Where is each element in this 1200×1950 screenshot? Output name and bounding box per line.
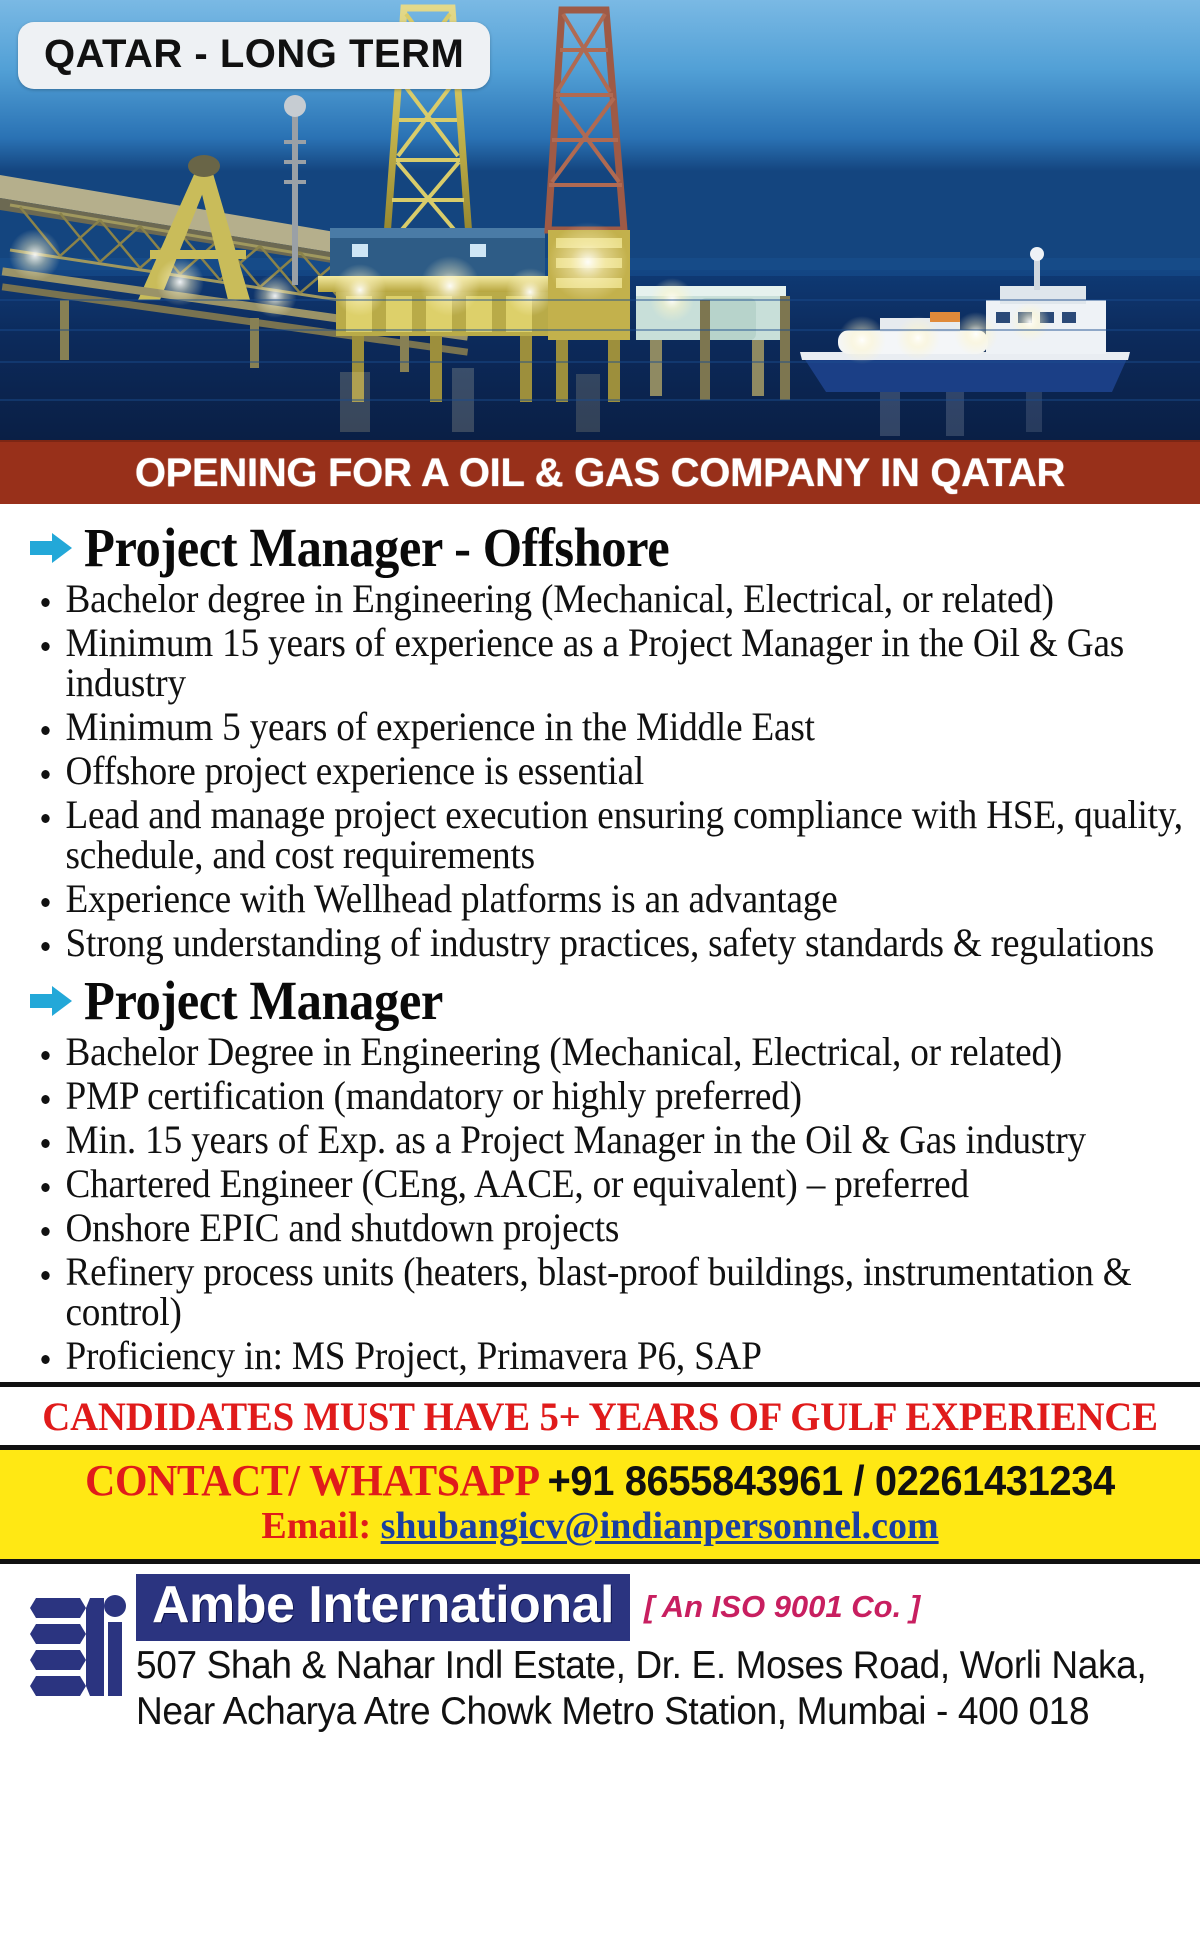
requirements-list-2: [32, 1029, 1186, 1378]
email-address-link[interactable]: shubangicv@indianpersonnel.com: [380, 1505, 939, 1548]
job-title-1: Project Manager - Offshore: [84, 517, 670, 578]
contact-email-row: [0, 1505, 1200, 1549]
requirement-item: Experience with Wellhead platforms is an advantage: [32, 879, 1200, 919]
gulf-experience-notice: [0, 1387, 1200, 1445]
hero-photo: [0, 0, 1200, 440]
contact-block: [0, 1445, 1200, 1564]
company-name-box: [136, 1574, 630, 1641]
job-listings: [0, 504, 1200, 1376]
contact-phone-row: [30, 1456, 1170, 1505]
job-title-row-2: [28, 970, 1186, 1031]
requirement-item: Onshore EPIC and shutdown projects: [32, 1208, 1200, 1248]
email-label: Email:: [261, 1505, 372, 1548]
blue-right-arrow-icon: [28, 531, 74, 565]
requirement-item: Chartered Engineer (CEng, AACE, or equivalent) – preferred: [32, 1164, 1200, 1204]
requirement-item: Strong understanding of industry practices, safety standards & regulations: [32, 923, 1200, 963]
requirement-item: Minimum 5 years of experience in the Middle East: [32, 707, 1200, 747]
iso-certification-badge: [ An ISO 9001 Co. ]: [643, 1589, 921, 1625]
company-address-line-2: Near Acharya Atre Chowk Metro Station, Mumbai - 400 018: [136, 1689, 1090, 1733]
requirement-item: Lead and manage project execution ensuring compliance with HSE, quality, schedule, and cost requirements: [32, 795, 1200, 875]
blue-right-arrow-icon: [28, 984, 74, 1018]
gulf-experience-text: CANDIDATES MUST HAVE 5+ YEARS OF GULF EXPERIENCE: [42, 1393, 1158, 1439]
requirement-item: PMP certification (mandatory or highly preferred): [32, 1076, 1200, 1116]
contact-phone-numbers[interactable]: +91 8655843961 / 02261431234: [547, 1457, 1115, 1504]
requirement-item: Minimum 15 years of experience as a Project Manager in the Oil & Gas industry: [32, 623, 1200, 703]
job-title-2: Project Manager: [84, 970, 443, 1031]
requirement-item: Refinery process units (heaters, blast-proof buildings, instrumentation & control): [32, 1252, 1200, 1332]
headline-text: OPENING FOR A OIL & GAS COMPANY IN QATAR: [134, 450, 1066, 495]
job-title-row-1: [28, 517, 1186, 578]
company-name: Ambe International: [152, 1575, 614, 1634]
headline-banner: [0, 440, 1200, 504]
region-tag-badge: QATAR - LONG TERM: [18, 22, 490, 89]
requirements-list-1: [32, 576, 1186, 965]
requirement-item: Min. 15 years of Exp. as a Project Manager in the Oil & Gas industry: [32, 1120, 1200, 1160]
requirement-item: Bachelor degree in Engineering (Mechanical, Electrical, or related): [32, 579, 1200, 619]
requirement-item: Offshore project experience is essential: [32, 751, 1200, 791]
company-footer: [0, 1564, 1200, 1733]
contact-label: CONTACT/ WHATSAPP: [85, 1456, 538, 1505]
company-address-line-1: 507 Shah & Nahar Indl Estate, Dr. E. Moses Road, Worli Naka,: [136, 1643, 1147, 1687]
requirement-item: Bachelor Degree in Engineering (Mechanical, Electrical, or related): [32, 1032, 1200, 1072]
requirement-item: Proficiency in: MS Project, Primavera P6, SAP: [32, 1336, 1200, 1376]
ambe-ei-monogram-logo-icon: [28, 1582, 128, 1717]
